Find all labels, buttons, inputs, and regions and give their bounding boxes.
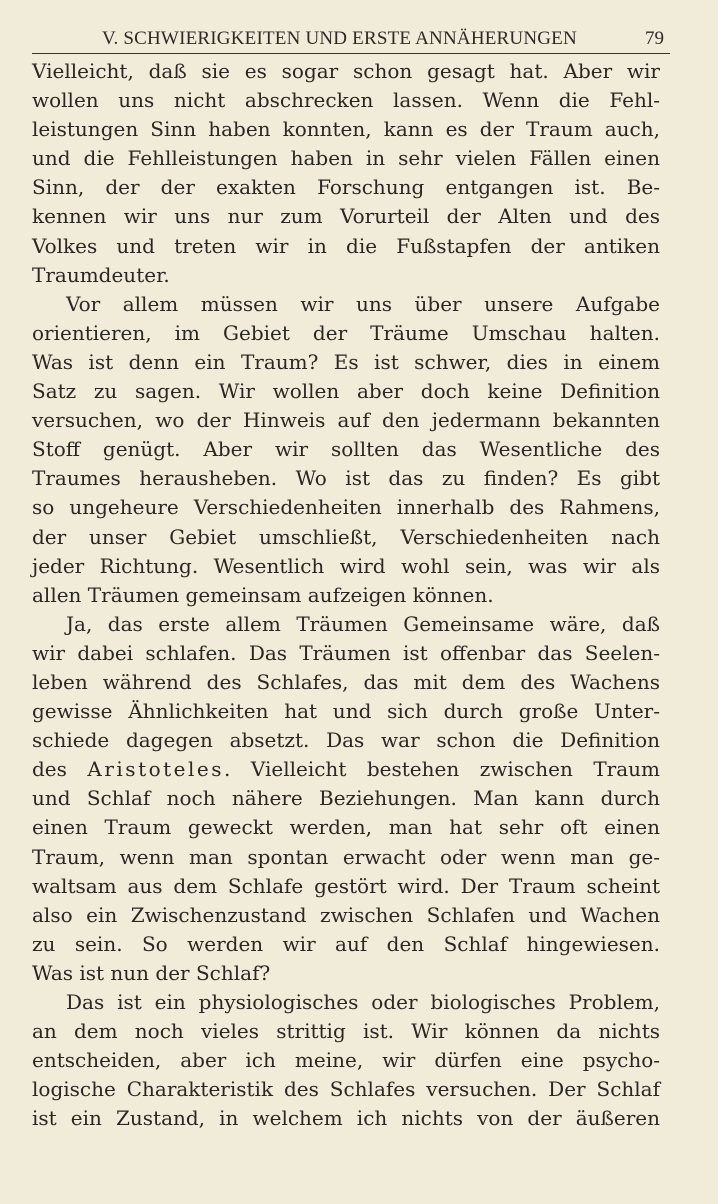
text-line: leben während des Schlafes, das mit dem des Wachens — [32, 669, 660, 694]
text-line: logische Charakteristik des Schlafes versuchen. Der Schlaf — [32, 1077, 660, 1102]
running-header — [32, 26, 670, 56]
text-line: und die Fehlleistungen haben in sehr vielen Fällen einen — [32, 146, 660, 171]
text-line: Volkes und treten wir in die Fußstapfen der antiken — [32, 233, 660, 258]
text-line: waltsam aus dem Schlafe gestört wird. Der Traum scheint — [32, 873, 660, 898]
text-line: des Aristoteles. Vielleicht bestehen zwischen Traum — [32, 757, 660, 782]
text-line: schiede dagegen absetzt. Das war schon die Definition — [32, 728, 660, 753]
text-line: wir dabei schlafen. Das Träumen ist offenbar das Seelen- — [32, 640, 660, 665]
text-line: Was ist denn ein Traum? Es ist schwer, dies in einem — [32, 349, 660, 374]
text-line: Satz zu sagen. Wir wollen aber doch keine Definition — [32, 379, 660, 404]
text-line: der unser Gebiet umschließt, Verschiedenheiten nach — [32, 524, 660, 549]
text-line: Traumes herausheben. Wo ist das zu finden? Es gibt — [32, 466, 660, 491]
text-line: orientieren, im Gebiet der Träume Umschau halten. — [32, 320, 660, 345]
text-line: leistungen Sinn haben konnten, kann es der Traum auch, — [32, 117, 660, 142]
text-line: Vielleicht, daß sie es sogar schon gesagt hat. Aber wir — [32, 59, 660, 83]
text-line: Traumdeuter. — [32, 262, 170, 287]
text-line: zu sein. So werden wir auf den Schlaf hingewiesen. — [32, 931, 660, 956]
header-rule — [32, 53, 670, 54]
body-text — [32, 57, 660, 1133]
text-line: Vor allem müssen wir uns über unsere Aufgabe — [66, 291, 660, 316]
text-line: Ja, das erste allem Träumen Gemeinsame wäre, daß — [66, 611, 660, 636]
text-line: kennen wir uns nur zum Vorurteil der Alten und des — [32, 204, 660, 229]
text-line: entscheiden, aber ich meine, wir dürfen eine psycho- — [32, 1048, 660, 1073]
text-line: jeder Richtung. Wesentlich wird wohl sein, was wir als — [32, 553, 660, 578]
text-line: also ein Zwischenzustand zwischen Schlafen und Wachen — [32, 902, 660, 927]
text-line: gewisse Ähnlichkeiten hat und sich durch große Unter- — [32, 699, 660, 724]
chapter-heading: V. SCHWIERIGKEITEN UND ERSTE ANNÄHERUNGEN — [102, 28, 577, 49]
text-line: Das ist ein physiologisches oder biologisches Problem, — [66, 990, 660, 1014]
text-line: versuchen, wo der Hinweis auf den jedermann bekannten — [32, 408, 660, 433]
text-line: einen Traum geweckt werden, man hat sehr oft einen — [32, 815, 660, 840]
text-line: Sinn, der der exakten Forschung entgangen ist. Be- — [32, 175, 660, 200]
page-number: 79 — [645, 28, 664, 49]
text-line: an dem noch vieles strittig ist. Wir können da nichts — [32, 1019, 660, 1044]
emphasized-name: Aristoteles — [87, 757, 225, 782]
text-line: Was ist nun der Schlaf? — [32, 960, 271, 985]
text-line: allen Träumen gemeinsam aufzeigen können. — [32, 582, 494, 607]
text-line: wollen uns nicht abschrecken lassen. Wenn die Fehl- — [32, 88, 660, 113]
text-line: so ungeheure Verschiedenheiten innerhalb des Rahmens, — [32, 495, 660, 520]
text-line: Stoff genügt. Aber wir sollten das Wesentliche des — [32, 437, 660, 462]
text-line: ist ein Zustand, in welchem ich nichts von der äußeren — [32, 1106, 660, 1131]
text-line: Traum, wenn man spontan erwacht oder wenn man ge- — [32, 844, 660, 869]
text-line: und Schlaf noch nähere Beziehungen. Man kann durch — [32, 786, 660, 811]
